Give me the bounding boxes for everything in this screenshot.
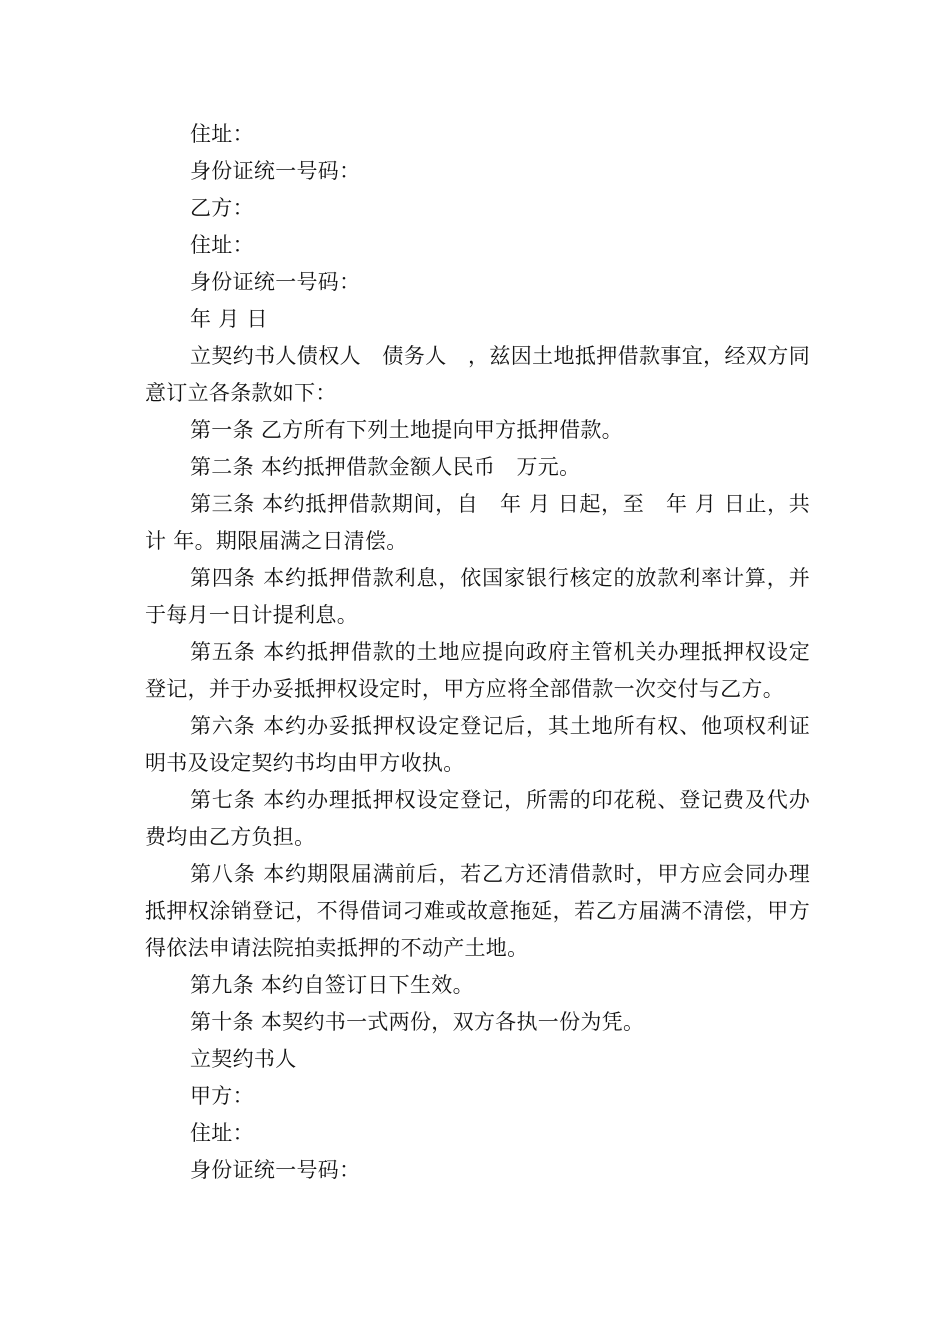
clause-7: 第七条 本约办理抵押权设定登记，所需的印花税、登记费及代办费均由乙方负担。 xyxy=(145,788,810,849)
paragraph-preamble: 立契约书人债权人 债务人 ，兹因土地抵押借款事宜，经双方同意订立各条款如下： xyxy=(145,344,810,405)
clause-9: 第九条 本约自签订日下生效。 xyxy=(190,973,474,997)
clause-8: 第八条 本约期限届满前后，若乙方还清借款时，甲方应会同办理抵押权涂销登记，不得借词刁难或故意拖延，若乙方届满不清偿，甲方得依法申请法院拍卖抵押的不动产土地。 xyxy=(145,862,810,960)
line-party-b: 乙方： xyxy=(190,196,254,220)
clause-1: 第一条 乙方所有下列土地提向甲方抵押借款。 xyxy=(190,418,623,442)
line-party-a: 甲方： xyxy=(190,1084,254,1108)
clause-10: 第十条 本契约书一式两份，双方各执一份为凭。 xyxy=(190,1010,645,1034)
line-id-number-3: 身份证统一号码： xyxy=(190,1158,361,1182)
clause-3: 第三条 本约抵押借款期间，自 年 月 日起，至 年 月 日止，共计 年。期限届满之日清偿。 xyxy=(145,492,810,553)
line-address-3: 住址： xyxy=(190,1121,254,1145)
clause-6: 第六条 本约办妥抵押权设定登记后，其土地所有权、他项权利证明书及设定契约书均由甲方收执。 xyxy=(145,714,810,775)
document-body xyxy=(145,116,810,1189)
line-address-2: 住址： xyxy=(190,233,254,257)
clause-5: 第五条 本约抵押借款的土地应提向政府主管机关办理抵押权设定登记，并于办妥抵押权设定时，甲方应将全部借款一次交付与乙方。 xyxy=(145,640,810,701)
clause-2: 第二条 本约抵押借款金额人民币 万元。 xyxy=(190,455,581,479)
line-signatories: 立契约书人 xyxy=(190,1047,297,1071)
clause-4: 第四条 本约抵押借款利息，依国家银行核定的放款利率计算，并于每月一日计提利息。 xyxy=(145,566,810,627)
line-id-number-1: 身份证统一号码： xyxy=(190,159,361,183)
line-id-number-2: 身份证统一号码： xyxy=(190,270,361,294)
line-address-1: 住址： xyxy=(190,122,254,146)
line-date: 年 月 日 xyxy=(190,307,268,331)
